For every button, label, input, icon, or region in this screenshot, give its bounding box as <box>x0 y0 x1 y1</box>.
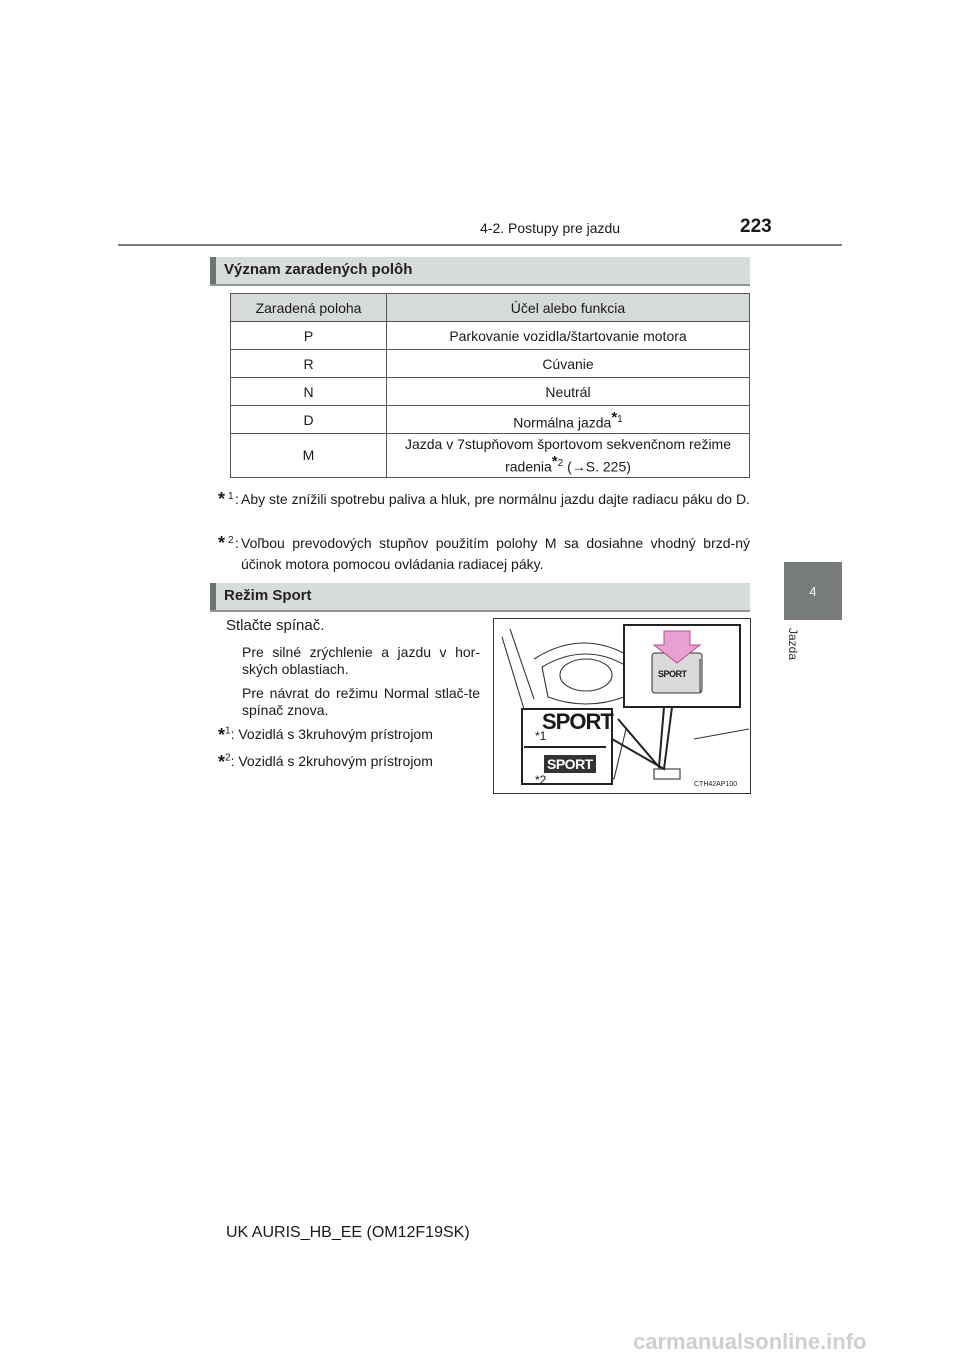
instruction-step: Stlačte spínač. <box>226 617 325 634</box>
table-row <box>231 406 750 434</box>
table-row <box>231 322 750 350</box>
footnote <box>218 489 750 510</box>
gauge-outline <box>560 659 612 691</box>
table-row <box>231 378 750 406</box>
table-cell-function <box>387 434 750 478</box>
mark-star-1: *1 <box>535 729 547 743</box>
switch-location <box>654 769 680 779</box>
footnote-colon: : <box>235 535 239 551</box>
table-header-row <box>231 294 750 322</box>
table-cell-position: N <box>231 378 387 406</box>
function-text: radenia <box>505 458 552 475</box>
section-title: Režim Sport <box>224 587 312 604</box>
table-cell-position: M <box>231 434 387 478</box>
section-title: Význam zaradených polôh <box>224 261 413 278</box>
section-header: 4-2. Postupy pre jazdu <box>480 220 621 236</box>
vehicle-note: *$^1$: Vozidlá s 3kruhovým prístrojom <box>218 725 433 745</box>
table-header-cell: Účel alebo funkcia <box>387 294 750 322</box>
section-heading-gear-positions <box>210 257 750 286</box>
vehicle-note-text: Vozidlá s 3kruhovým prístrojom <box>238 726 433 742</box>
footnote <box>218 533 750 575</box>
footnote-text: Voľbou prevodových stupňov použitím polohy M sa dosiahne vhodný brzd-ný účinok motora pomocou ovládania radiacej páky. <box>241 535 750 572</box>
footnote-asterisk: * <box>218 489 226 509</box>
chapter-tab <box>784 562 842 620</box>
model-code: UK AURIS_HB_EE (OM12F19SK) <box>226 1224 470 1241</box>
chapter-label: Jazda <box>786 628 800 661</box>
gear-positions-table <box>230 293 750 478</box>
function-text: Normálna jazda <box>513 414 612 431</box>
cluster-hood <box>534 643 634 659</box>
footnote-number: 2 <box>228 535 234 546</box>
watermark: carmanualsonline.info <box>633 1329 867 1354</box>
table-cell-function <box>387 406 750 434</box>
sport-button-label: SPORT <box>658 669 687 679</box>
footnote-number: 1 <box>228 491 234 502</box>
section-heading-sport-mode <box>210 583 750 612</box>
dashboard-drawing <box>494 619 750 793</box>
table-row <box>231 350 750 378</box>
table-cell-function: Neutrál <box>387 378 750 406</box>
footnote-text: Aby ste znížili spotrebu paliva a hluk, pre normálnu jazdu dajte radiacu páku do D. <box>241 491 750 507</box>
table-cell-position: D <box>231 406 387 434</box>
footnote-colon: : <box>235 491 239 507</box>
footnote-mark: *2 <box>551 452 564 470</box>
sport-label-3ring: SPORT <box>542 709 613 734</box>
vehicle-note-text: Vozidlá s 2kruhovým prístrojom <box>238 753 433 769</box>
footnote-mark: *1 <box>611 408 623 426</box>
figure-code: CTH42AP100 <box>694 781 738 788</box>
instruction-text: Pre návrat do režimu Normal stlač-te spínač znova. <box>242 685 480 718</box>
function-text: Jazda v 7stupňovom športovom sekvenčnom režime <box>404 435 732 452</box>
vehicle-note: *$^2$: Vozidlá s 2kruhovým prístrojom <box>218 752 433 772</box>
header-rule <box>118 244 842 246</box>
mark-star-2: *2 <box>535 773 547 787</box>
instruction-text: Pre silné zrýchlenie a jazdu v hor-ských oblastiach. <box>242 644 480 677</box>
sport-label-2ring: SPORT <box>547 756 593 772</box>
sport-switch-illustration <box>493 618 751 794</box>
footnote-asterisk: * <box>218 533 226 553</box>
table-header-cell: Zaradená poloha <box>231 294 387 322</box>
table-row <box>231 434 750 478</box>
table-cell-position: P <box>231 322 387 350</box>
table-cell-position: R <box>231 350 387 378</box>
cluster-outline <box>542 654 628 704</box>
page-number: 223 <box>740 216 772 237</box>
table-cell-function: Parkovanie vozidla/štartovanie motora <box>387 322 750 350</box>
page-reference-link[interactable]: (→S. 225) <box>567 458 631 475</box>
chapter-number: 4 <box>809 583 817 599</box>
table-cell-function: Cúvanie <box>387 350 750 378</box>
